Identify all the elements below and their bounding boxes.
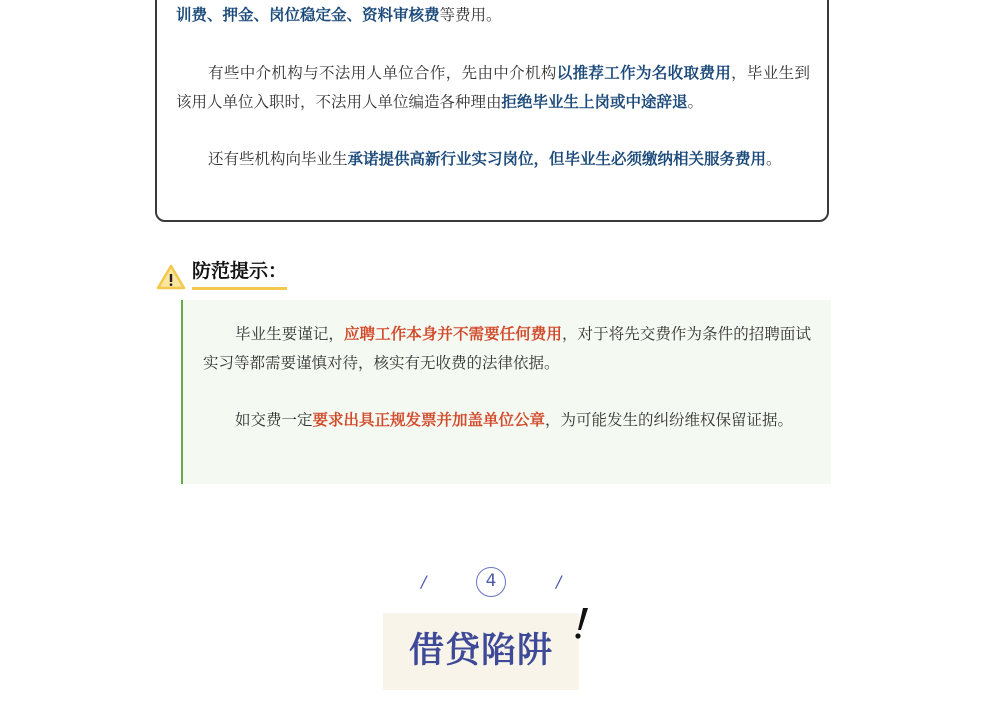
tip-title: 防范提示： (192, 257, 287, 290)
highlighted-text: 要求出具正规发票并加盖单位公章 (312, 411, 546, 429)
card-paragraph-3 (176, 145, 810, 174)
section-title: 借贷陷阱 (408, 631, 553, 671)
text-segment: 。 (766, 150, 782, 168)
exclamation-mark-icon (570, 606, 594, 642)
highlighted-text: 训费、押金、岗位稳定金、资料审核费 (176, 6, 440, 24)
decorative-slash-right: / (556, 572, 562, 591)
text-segment: 等费用。 (439, 6, 502, 24)
tip-paragraph-1 (203, 320, 811, 378)
card-paragraph-2 (176, 59, 810, 117)
text-segment: ，毕业生到该用人单位入职时，不法用人单位编造各种理由 (176, 64, 810, 111)
highlighted-text: 拒绝毕业生上岗或中途辞退 (501, 93, 688, 111)
text-segment: ，对于将先交费作为条件的招聘面试实习等都需要谨慎对待，核实有无收费的法律依据。 (203, 325, 811, 372)
section-number-badge: 4 (476, 567, 506, 597)
text-segment: ，为可能发生的纠纷维权保留证据。 (545, 411, 794, 429)
decorative-slash-left: / (421, 572, 427, 591)
highlighted-text: 以推荐工作为名收取费用 (556, 64, 732, 82)
tip-paragraph-2 (203, 406, 811, 435)
highlighted-text: 承诺提供高新行业实习岗位，但毕业生必须缴纳相关服务费用 (347, 150, 767, 168)
text-segment: 如交费一定 (235, 411, 313, 429)
text-segment: 还有些机构向毕业生 (208, 150, 348, 168)
warning-triangle-icon (156, 263, 186, 291)
highlighted-text: 应聘工作本身并不需要任何费用 (343, 325, 562, 343)
text-segment: 毕业生要谨记， (235, 325, 344, 343)
text-segment: 。 (687, 93, 704, 111)
text-segment: 有些中介机构与不法用人单位合作，先由中介机构 (208, 64, 557, 82)
card-paragraph-1 (176, 1, 810, 30)
